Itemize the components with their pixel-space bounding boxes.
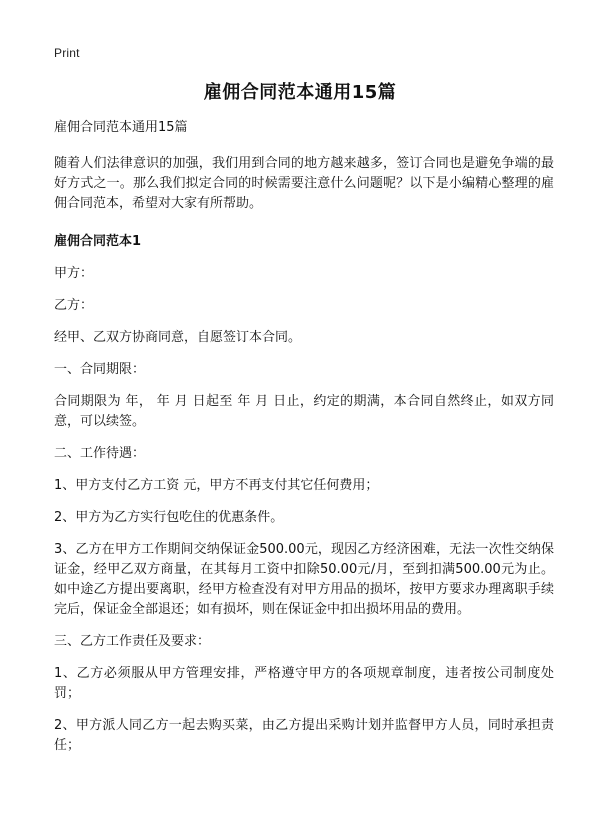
clause-3-item-2: 2、甲方派人同乙方一起去购买菜，由乙方提出采购计划并监督甲方人员，同时承担责任； [54,718,554,753]
page-title: 雇佣合同范本通用15篇 [203,82,397,103]
party-b-line: 乙方： [54,298,94,313]
clause-3-item-1: 1、乙方必须服从甲方管理安排，严格遵守甲方的各项规章制度，违者按公司制度处罚； [54,666,554,701]
clause-1-title: 一、合同期限： [54,362,146,377]
clause-2-title: 二、工作待遇： [54,446,146,461]
clause-2-item-2: 2、甲方为乙方实行包吃住的优惠条件。 [54,510,284,525]
clause-3-title: 三、乙方工作责任及要求： [54,634,211,649]
agreement-line: 经甲、乙双方协商同意，自愿签订本合同。 [54,330,302,345]
print-label: Print [54,46,80,60]
section-heading: 雇佣合同范本1 [54,234,142,249]
intro-paragraph: 随着人们法律意识的加强，我们用到合同的地方越来越多，签订合同也是避免争端的最好方式之一。那么我们拟定合同的时候需要注意什么问题呢？以下是小编精心整理的雇佣合同范本，希望对大家有所帮助。 [54,156,554,211]
clause-2-item-3: 3、乙方在甲方工作期间交纳保证金500.00元，现因乙方经济困难，无法一次性交纳保证金，经甲乙双方商量，在其每月工资中扣除50.00元/月，至到扣满500.00元为止。如中途乙方提出要离职，经甲方检查没有对甲方用品的损坏，按甲方要求办理离职手续完后，保证金全部退还；如有损坏，则在保证金中扣出损坏用品的费用。 [54,542,554,617]
document-subtitle: 雇佣合同范本通用15篇 [54,120,188,135]
clause-2-item-1: 1、甲方支付乙方工资 元，甲方不再支付其它任何费用； [54,478,379,493]
document-body [54,118,554,756]
clause-1-text: 合同期限为 年， 年 月 日起至 年 月 日止，约定的期满，本合同自然终止，如双方同意，可以续签。 [54,394,554,429]
party-a-line: 甲方： [54,266,94,281]
